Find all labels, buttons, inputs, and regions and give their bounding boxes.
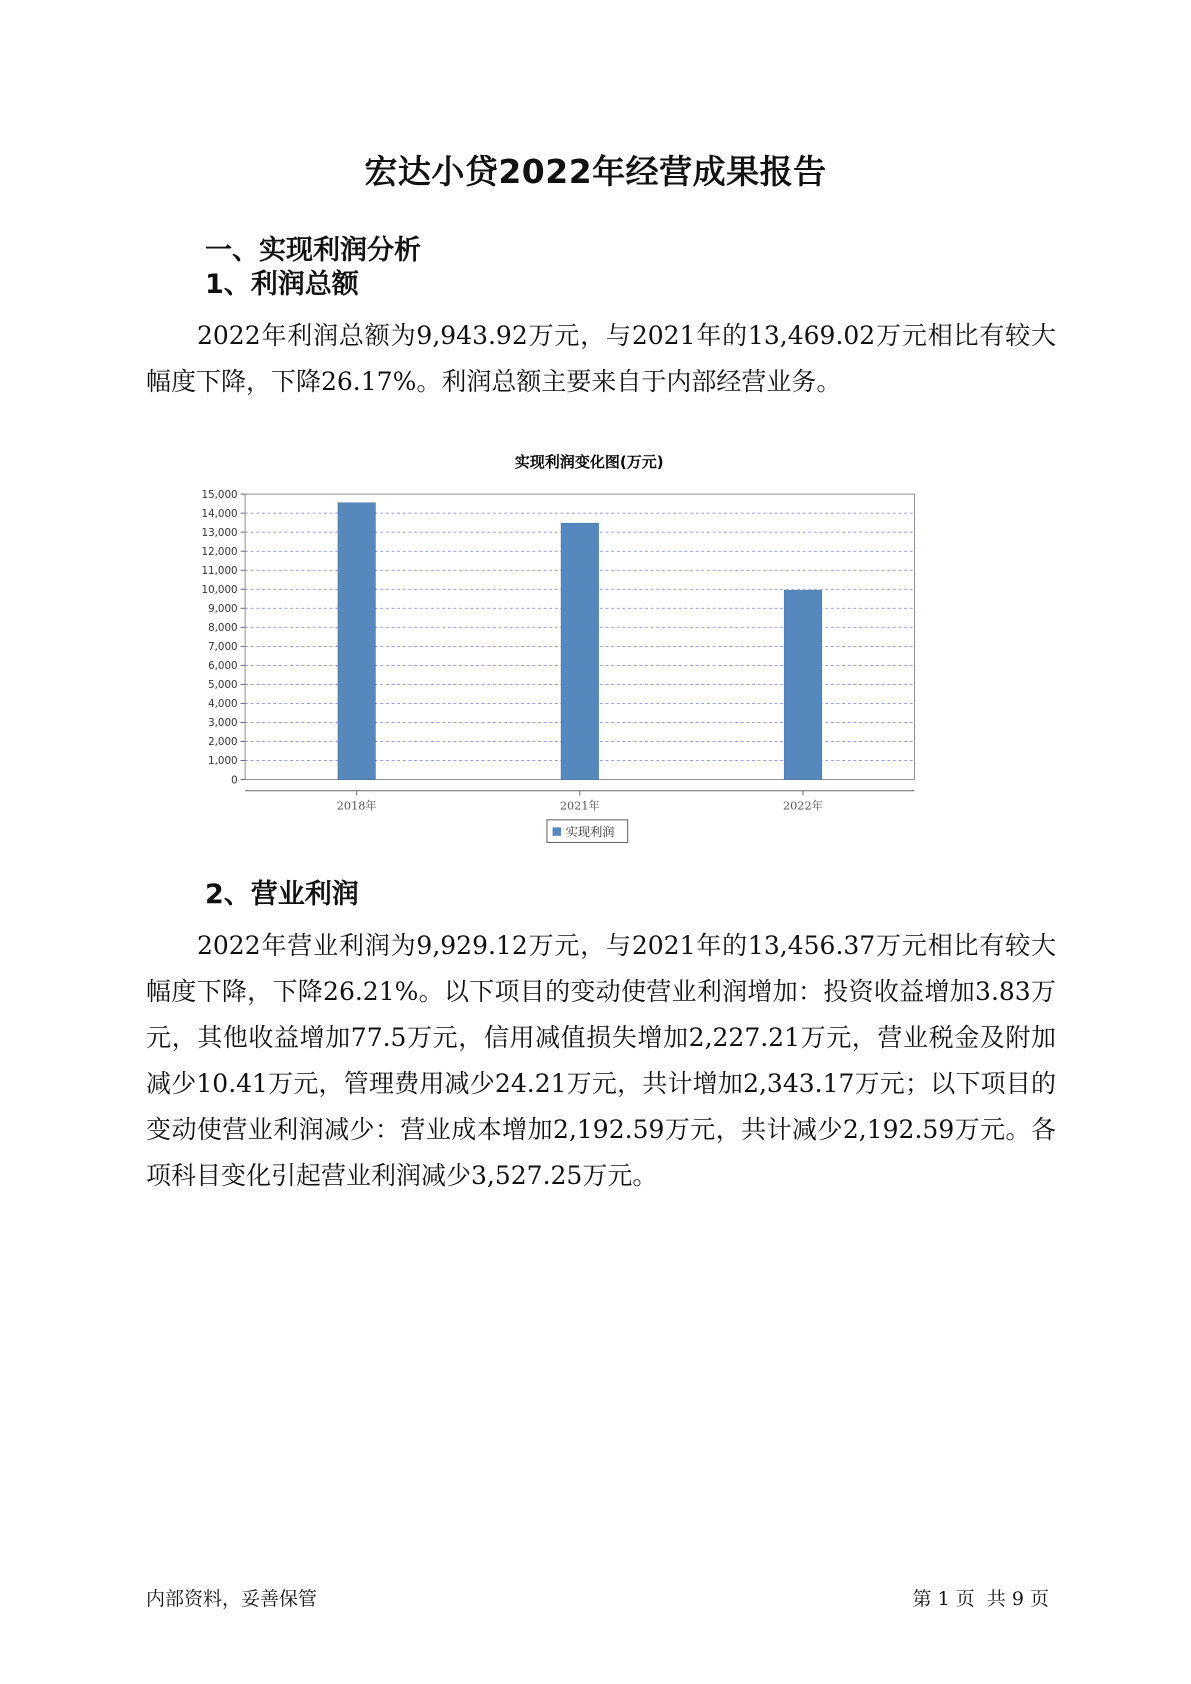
subsection-heading-operating-profit: 2、营业利润: [205, 879, 359, 910]
y-tick-label: 13,000: [201, 526, 238, 539]
bar: [561, 523, 599, 779]
y-tick-label: 8,000: [208, 622, 238, 635]
y-tick-label: 5,000: [208, 679, 238, 692]
footer-page-mid: 页 共: [955, 1588, 1006, 1610]
footer-page-prefix: 第: [912, 1588, 932, 1610]
legend-swatch: [553, 827, 561, 835]
y-tick-label: 15,000: [201, 488, 238, 501]
page-title: 宏达小贷2022年经营成果报告: [364, 152, 827, 191]
subsection-heading-total-profit: 1、利润总额: [205, 269, 359, 300]
chart-legend: [547, 820, 628, 843]
footer-page-total: 9: [1011, 1588, 1024, 1610]
footer-confidential-note: 内部资料，妥善保管: [146, 1588, 318, 1610]
y-tick-label: 9,000: [208, 603, 238, 616]
chart-title: 实现利润变化图(万元): [514, 452, 664, 471]
y-tick-label: 10,000: [201, 584, 238, 597]
footer-page-number: [913, 1584, 1050, 1611]
y-tick-label: 12,000: [201, 545, 238, 558]
y-tick-label: 1,000: [208, 755, 238, 768]
total-profit-paragraph: 2022年利润总额为9,943.92万元，与2021年的13,469.02万元相比有较大幅度下降，下降26.17%。利润总额主要来自于内部经营业务。: [146, 321, 1056, 396]
operating-profit-paragraph: 2022年营业利润为9,929.12万元，与2021年的13,456.37万元相比有较大幅度下降，下降26.21%。以下项目的变动使营业利润增加：投资收益增加3.83万元，其他收益增加77.5万元，信用减值损失增加2,227.21万元，营业税金及附加减少10.41万元，管理费用减少24.21万元，共计增加2,343.17万元；以下项目的变动使营业利润减少：营业成本增加2,192.59万元，共计减少2,192.59万元。各项科目变化引起营业利润减少3,527.25万元。: [146, 931, 1056, 1190]
y-tick-label: 6,000: [208, 660, 238, 673]
y-tick-label: 14,000: [201, 507, 238, 520]
legend-label: 实现利润: [565, 824, 615, 839]
y-tick-label: 7,000: [208, 641, 238, 654]
footer-page-current: 1: [937, 1588, 950, 1610]
bar: [338, 503, 376, 780]
y-tick-label: 0: [231, 774, 238, 787]
y-tick-label: 4,000: [208, 698, 238, 711]
y-tick-label: 11,000: [201, 564, 238, 577]
x-tick-label: 2022年: [782, 799, 823, 813]
y-tick-label: 3,000: [208, 717, 238, 730]
profit-chart: [150, 450, 1050, 910]
x-tick-label: 2018年: [336, 799, 377, 813]
x-tick-label: 2021年: [559, 799, 600, 813]
y-tick-label: 2,000: [208, 736, 238, 749]
bar: [784, 590, 822, 779]
section-heading-profit-analysis: 一、实现利润分析: [205, 235, 421, 266]
footer-page-suffix: 页: [1029, 1588, 1049, 1610]
profit-chart-svg: [150, 450, 1050, 910]
